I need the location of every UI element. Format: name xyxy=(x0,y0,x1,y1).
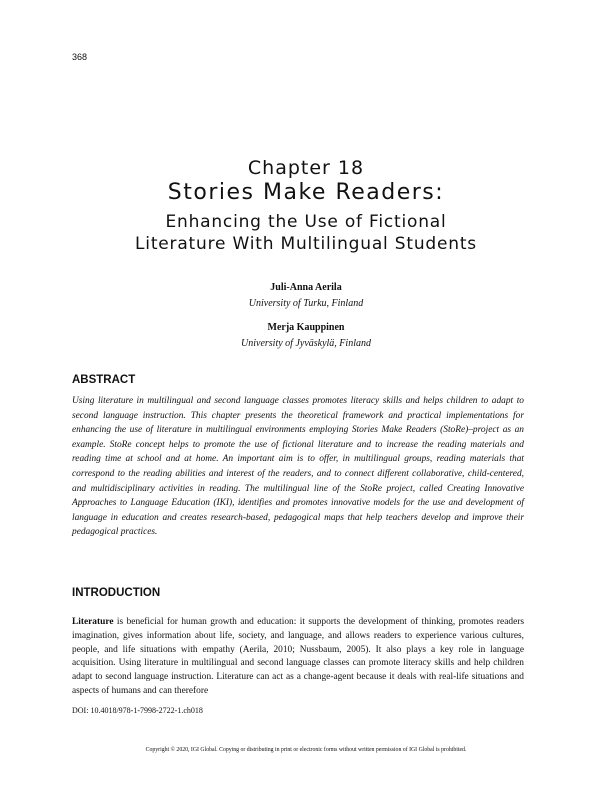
chapter-subtitle xyxy=(0,211,612,255)
author-name-1: Juli-Anna Aerila xyxy=(270,282,342,293)
author-affiliation-1: University of Turku, Finland xyxy=(248,298,364,309)
chapter-title: Stories Make Readers: xyxy=(167,180,445,205)
introduction-text xyxy=(72,616,524,699)
author-name-2: Merja Kauppinen xyxy=(267,322,345,333)
subtitle-line-2: Literature With Multilingual Students xyxy=(135,234,477,254)
author-affiliation-2: University of Jyväskylä, Finland xyxy=(241,338,371,349)
abstract-text: Using literature in multilingual and second language classes promotes literacy skills and helps children to adapt to second language instruction. This chapter presents the theoretical framework and practical implementations for enhancing the use of literature in multilingual environments employing Stories Make Readers (StoRe)–project as an example. StoRe concept helps to promote the use of fictional literature and to increase the reading materials and reading time at school and at home. An important aim is to offer, in multilingual groups, reading materials that correspond to the reading abilities and interest of the readers, and to connect different collaborative, child-centered, and multidisciplinary activities in reading. The multilingual line of the StoRe project, called Creating Innovative Approaches to Language Education (IKI), identifies and promotes innovative models for the use and development of language in education and creates research-based, pedagogical maps that help teachers develop and improve their pedagogical practices. xyxy=(72,396,524,538)
introduction-lead-term: Literature xyxy=(72,617,114,627)
copyright-notice: Copyright © 2020, IGI Global. Copying or distributing in print or electronic forms without written permission of IGI Global is prohibited. xyxy=(145,747,467,753)
chapter-label: Chapter 18 xyxy=(247,157,365,179)
doi-line: DOI: 10.4018/978-1-7998-2722-1.ch018 xyxy=(72,706,203,715)
introduction-heading: INTRODUCTION xyxy=(72,587,161,599)
page-number: 368 xyxy=(72,52,88,62)
abstract-heading: ABSTRACT xyxy=(72,374,136,386)
subtitle-line-1: Enhancing the Use of Fictional xyxy=(165,212,447,232)
introduction-body: is beneficial for human growth and education: it supports the development of thinking, promotes readers imagination, gives information about life, society, and language, and allows readers to experience various cultures, people, and life situations with empathy (Aerila, 2010; Nussbaum, 2005). It also plays a key role in language acquisition. Using literature in multilingual and second language classes can promote literacy skills and help children adapt to second language instruction. Literature can act as a change-agent because it deals with real-life situations and aspects of humans and can therefore xyxy=(72,617,524,696)
